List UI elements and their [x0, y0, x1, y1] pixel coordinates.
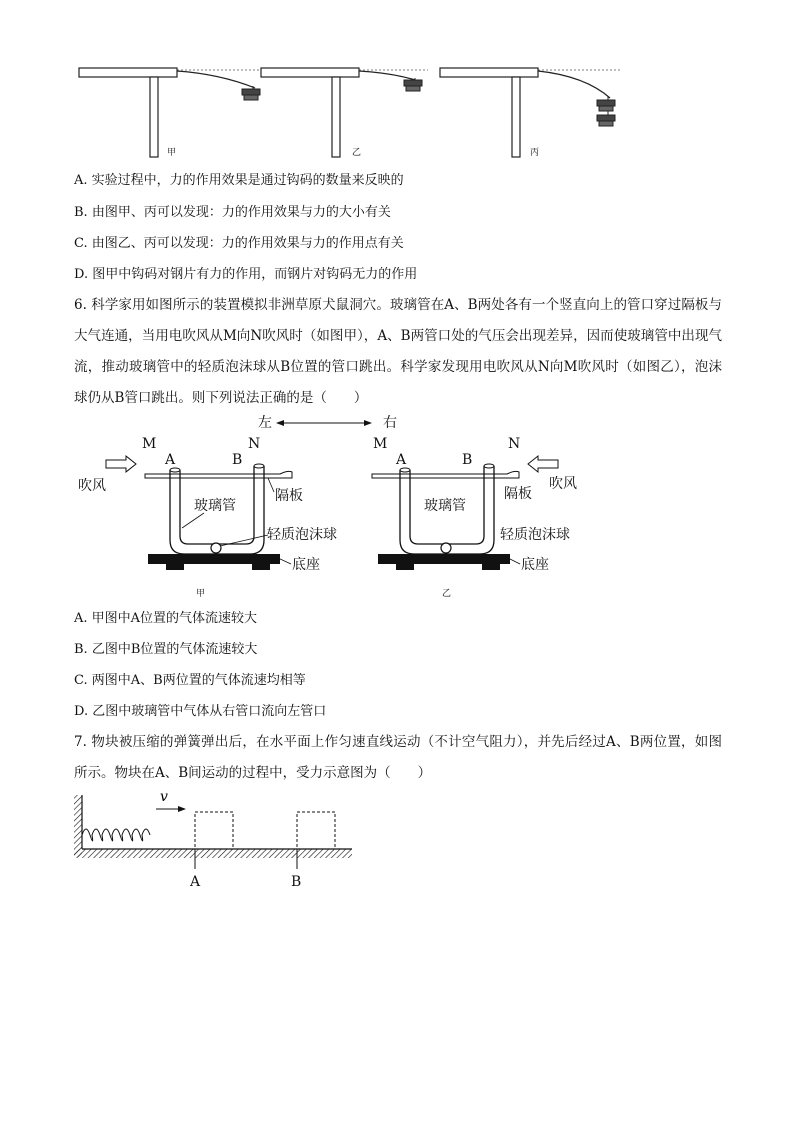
svg-text:轻质泡沫球: 轻质泡沫球	[500, 527, 570, 543]
apparatus-jia	[78, 436, 337, 599]
svg-text:M: M	[142, 436, 157, 452]
q5-option-b: B. 由图甲、丙可以发现：力的作用效果与力的大小有关	[74, 205, 391, 220]
svg-text:N: N	[508, 436, 521, 452]
svg-text:B: B	[462, 452, 473, 468]
svg-text:吹风: 吹风	[549, 476, 577, 492]
q5-option-d: D. 图甲中钩码对钢片有力的作用，而钢片对钩码无力的作用	[74, 267, 418, 282]
svg-text:底座: 底座	[292, 557, 320, 573]
position-b-label: B	[291, 874, 302, 890]
velocity-label: v	[160, 789, 168, 805]
q6-option-a: A. 甲图中A位置的气体流速较大	[74, 611, 258, 626]
q7-stem: 7. 物块被压缩的弹簧弹出后，在水平面上作匀速直线运动（不计空气阻力），并先后经过A、B两位置，如图所示。物块在A、B间运动的过程中，受力示意图为（ ）	[74, 734, 722, 781]
q6-option-b: B. 乙图中B位置的气体流速较大	[74, 642, 258, 657]
steel-strip-figure	[70, 60, 630, 165]
q6-stem: 6. 科学家用如图所示的装置模拟非洲草原犬鼠洞穴。玻璃管在A、B两处各有一个竖直向上的管口穿过隔板与大气连通，当用电吹风从M向N吹风时（如图甲），A、B两管口处的气压会出现差异，因而使玻璃管中出现气流，推动玻璃管中的轻质泡沫球从B位置的管口跳出。科学家发现用电吹风从N向M吹风时（如图乙），泡沫球仍从B管口跳出。则下列说法正确的是（ ）	[74, 297, 722, 406]
panel-jia	[79, 68, 275, 158]
svg-text:玻璃管: 玻璃管	[424, 498, 466, 514]
direction-right-label: 右	[383, 415, 397, 431]
svg-text:吹风: 吹风	[78, 478, 106, 494]
q5-option-a: A. 实验过程中，力的作用效果是通过钩码的数量来反映的	[74, 173, 404, 188]
panel-bing	[440, 68, 620, 158]
q6-option-d: D. 乙图中玻璃管中气体从右管口流向左管口	[74, 704, 327, 719]
direction-left-label: 左	[258, 415, 272, 431]
svg-text:底座: 底座	[521, 557, 549, 573]
svg-text:轻质泡沫球: 轻质泡沫球	[267, 527, 337, 543]
position-a-label: A	[190, 874, 201, 890]
burrow-apparatus-figure	[70, 408, 610, 603]
svg-text:A: A	[396, 452, 407, 468]
spring-block-figure	[70, 785, 370, 895]
svg-text:N: N	[248, 436, 261, 452]
svg-text:A: A	[165, 452, 176, 468]
svg-text:隔板: 隔板	[275, 488, 303, 504]
apparatus-yi	[372, 436, 577, 599]
svg-text:B: B	[232, 452, 243, 468]
svg-text:M: M	[373, 436, 388, 452]
label-bing: 丙	[530, 148, 540, 158]
q5-option-c: C. 由图乙、丙可以发现：力的作用效果与力的作用点有关	[74, 236, 404, 251]
caption-jia: 甲	[196, 589, 206, 599]
svg-text:隔板: 隔板	[504, 486, 532, 502]
label-jia: 甲	[167, 148, 177, 158]
label-yi: 乙	[352, 148, 362, 158]
svg-text:玻璃管: 玻璃管	[194, 498, 236, 514]
caption-yi: 乙	[442, 589, 452, 599]
panel-yi	[261, 68, 428, 158]
q6-option-c: C. 两图中A、B两位置的气体流速均相等	[74, 673, 306, 688]
